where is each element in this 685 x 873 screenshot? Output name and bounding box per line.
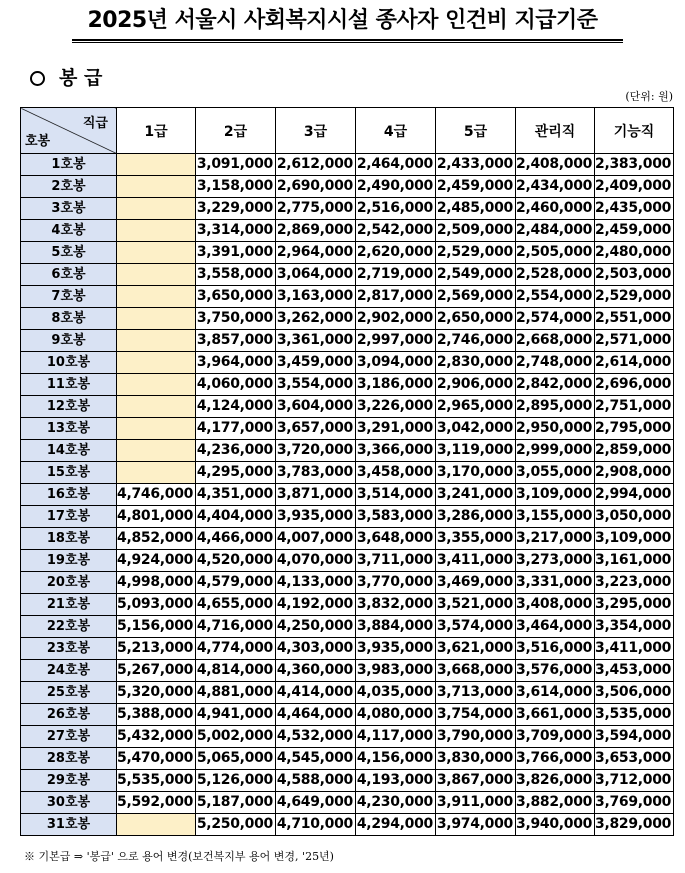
salary-cell: 3,163,000 <box>276 286 356 308</box>
column-header: 관리직 <box>516 108 595 154</box>
table-row <box>21 616 674 638</box>
salary-cell: 3,594,000 <box>595 726 674 748</box>
salary-cell: 5,126,000 <box>196 770 276 792</box>
table-row <box>21 264 674 286</box>
salary-cell: 2,459,000 <box>595 220 674 242</box>
salary-cell: 4,588,000 <box>276 770 356 792</box>
salary-cell: 3,514,000 <box>356 484 436 506</box>
salary-cell: 3,709,000 <box>516 726 595 748</box>
column-header: 1급 <box>117 108 196 154</box>
step-label: 12호봉 <box>21 396 117 418</box>
salary-cell: 3,964,000 <box>196 352 276 374</box>
salary-cell: 2,859,000 <box>595 440 674 462</box>
salary-cell: 3,668,000 <box>436 660 516 682</box>
table-row <box>21 792 674 814</box>
step-label: 26호봉 <box>21 704 117 726</box>
salary-cell: 4,464,000 <box>276 704 356 726</box>
salary-cell: 2,964,000 <box>276 242 356 264</box>
step-label: 22호봉 <box>21 616 117 638</box>
step-label: 5호봉 <box>21 242 117 264</box>
salary-cell: 2,895,000 <box>516 396 595 418</box>
salary-cell: 5,320,000 <box>117 682 196 704</box>
empty-cell <box>117 814 196 836</box>
empty-cell <box>117 418 196 440</box>
step-label: 2호봉 <box>21 176 117 198</box>
salary-cell: 3,411,000 <box>595 638 674 660</box>
empty-cell <box>117 308 196 330</box>
table-row <box>21 594 674 616</box>
salary-cell: 4,007,000 <box>276 528 356 550</box>
salary-cell: 2,529,000 <box>436 242 516 264</box>
salary-cell: 3,871,000 <box>276 484 356 506</box>
step-label: 23호봉 <box>21 638 117 660</box>
salary-cell: 3,750,000 <box>196 308 276 330</box>
step-label: 20호봉 <box>21 572 117 594</box>
salary-cell: 5,250,000 <box>196 814 276 836</box>
salary-cell: 5,592,000 <box>117 792 196 814</box>
salary-cell: 3,366,000 <box>356 440 436 462</box>
salary-cell: 3,983,000 <box>356 660 436 682</box>
salary-cell: 2,842,000 <box>516 374 595 396</box>
salary-cell: 4,404,000 <box>196 506 276 528</box>
empty-cell <box>117 264 196 286</box>
salary-cell: 3,576,000 <box>516 660 595 682</box>
salary-cell: 3,458,000 <box>356 462 436 484</box>
step-axis-label: 호봉 <box>25 134 51 149</box>
salary-cell: 3,940,000 <box>516 814 595 836</box>
salary-cell: 3,558,000 <box>196 264 276 286</box>
empty-cell <box>117 396 196 418</box>
salary-cell: 2,902,000 <box>356 308 436 330</box>
salary-cell: 2,459,000 <box>436 176 516 198</box>
salary-cell: 2,485,000 <box>436 198 516 220</box>
salary-cell: 3,769,000 <box>595 792 674 814</box>
salary-cell: 2,906,000 <box>436 374 516 396</box>
salary-cell: 2,569,000 <box>436 286 516 308</box>
salary-cell: 4,579,000 <box>196 572 276 594</box>
salary-cell: 4,649,000 <box>276 792 356 814</box>
step-label: 1호봉 <box>21 154 117 176</box>
salary-cell: 3,331,000 <box>516 572 595 594</box>
column-header: 5급 <box>436 108 516 154</box>
table-row <box>21 462 674 484</box>
salary-cell: 4,124,000 <box>196 396 276 418</box>
salary-cell: 2,503,000 <box>595 264 674 286</box>
empty-cell <box>117 242 196 264</box>
salary-cell: 3,361,000 <box>276 330 356 352</box>
salary-cell: 3,535,000 <box>595 704 674 726</box>
empty-cell <box>117 198 196 220</box>
salary-cell: 4,294,000 <box>356 814 436 836</box>
salary-cell: 4,710,000 <box>276 814 356 836</box>
empty-cell <box>117 154 196 176</box>
table-row <box>21 352 674 374</box>
salary-cell: 3,391,000 <box>196 242 276 264</box>
salary-cell: 3,713,000 <box>436 682 516 704</box>
page-title: 2025년 서울시 사회복지시설 종사자 인건비 지급기준 <box>87 8 598 33</box>
salary-cell: 3,161,000 <box>595 550 674 572</box>
salary-cell: 3,453,000 <box>595 660 674 682</box>
salary-cell: 4,545,000 <box>276 748 356 770</box>
salary-cell: 4,998,000 <box>117 572 196 594</box>
salary-cell: 5,535,000 <box>117 770 196 792</box>
salary-cell: 4,774,000 <box>196 638 276 660</box>
salary-cell: 2,965,000 <box>436 396 516 418</box>
table-row <box>21 374 674 396</box>
salary-cell: 3,650,000 <box>196 286 276 308</box>
salary-cell: 5,267,000 <box>117 660 196 682</box>
salary-table <box>20 107 674 836</box>
salary-cell: 3,091,000 <box>196 154 276 176</box>
salary-cell: 3,262,000 <box>276 308 356 330</box>
salary-cell: 2,484,000 <box>516 220 595 242</box>
table-row <box>21 440 674 462</box>
salary-cell: 4,801,000 <box>117 506 196 528</box>
salary-cell: 3,653,000 <box>595 748 674 770</box>
salary-cell: 2,542,000 <box>356 220 436 242</box>
salary-cell: 3,355,000 <box>436 528 516 550</box>
salary-cell: 2,554,000 <box>516 286 595 308</box>
salary-cell: 2,435,000 <box>595 198 674 220</box>
salary-cell: 2,571,000 <box>595 330 674 352</box>
salary-cell: 4,060,000 <box>196 374 276 396</box>
salary-cell: 2,434,000 <box>516 176 595 198</box>
salary-cell: 3,554,000 <box>276 374 356 396</box>
salary-cell: 3,516,000 <box>516 638 595 660</box>
table-row <box>21 704 674 726</box>
salary-cell: 2,795,000 <box>595 418 674 440</box>
salary-cell: 2,528,000 <box>516 264 595 286</box>
section-heading <box>30 65 102 91</box>
salary-cell: 2,997,000 <box>356 330 436 352</box>
salary-cell: 3,712,000 <box>595 770 674 792</box>
salary-cell: 3,411,000 <box>436 550 516 572</box>
salary-cell: 2,748,000 <box>516 352 595 374</box>
table-row <box>21 286 674 308</box>
salary-cell: 5,213,000 <box>117 638 196 660</box>
table-row <box>21 242 674 264</box>
salary-cell: 5,156,000 <box>117 616 196 638</box>
empty-cell <box>117 286 196 308</box>
header-row <box>21 108 674 154</box>
step-label: 17호봉 <box>21 506 117 528</box>
empty-cell <box>117 352 196 374</box>
salary-cell: 4,230,000 <box>356 792 436 814</box>
salary-cell: 3,857,000 <box>196 330 276 352</box>
step-label: 19호봉 <box>21 550 117 572</box>
salary-cell: 5,093,000 <box>117 594 196 616</box>
step-label: 30호봉 <box>21 792 117 814</box>
salary-cell: 3,974,000 <box>436 814 516 836</box>
salary-cell: 3,614,000 <box>516 682 595 704</box>
salary-cell: 2,746,000 <box>436 330 516 352</box>
salary-cell: 3,521,000 <box>436 594 516 616</box>
salary-cell: 2,408,000 <box>516 154 595 176</box>
step-label: 18호봉 <box>21 528 117 550</box>
salary-cell: 3,226,000 <box>356 396 436 418</box>
table-row <box>21 220 674 242</box>
step-label: 27호봉 <box>21 726 117 748</box>
step-label: 29호봉 <box>21 770 117 792</box>
salary-cell: 3,720,000 <box>276 440 356 462</box>
salary-cell: 3,241,000 <box>436 484 516 506</box>
salary-cell: 2,551,000 <box>595 308 674 330</box>
salary-cell: 3,657,000 <box>276 418 356 440</box>
salary-cell: 5,187,000 <box>196 792 276 814</box>
salary-cell: 3,648,000 <box>356 528 436 550</box>
salary-cell: 5,432,000 <box>117 726 196 748</box>
salary-cell: 2,999,000 <box>516 440 595 462</box>
table-row <box>21 748 674 770</box>
salary-cell: 3,064,000 <box>276 264 356 286</box>
salary-cell: 3,826,000 <box>516 770 595 792</box>
salary-cell: 3,229,000 <box>196 198 276 220</box>
salary-cell: 4,177,000 <box>196 418 276 440</box>
salary-cell: 3,830,000 <box>436 748 516 770</box>
salary-cell: 2,460,000 <box>516 198 595 220</box>
salary-cell: 4,941,000 <box>196 704 276 726</box>
table-body <box>21 154 674 836</box>
salary-cell: 2,751,000 <box>595 396 674 418</box>
salary-cell: 3,935,000 <box>356 638 436 660</box>
step-label: 8호봉 <box>21 308 117 330</box>
salary-cell: 3,711,000 <box>356 550 436 572</box>
salary-cell: 2,650,000 <box>436 308 516 330</box>
salary-cell: 2,830,000 <box>436 352 516 374</box>
salary-cell: 4,156,000 <box>356 748 436 770</box>
salary-cell: 4,716,000 <box>196 616 276 638</box>
column-header: 기능직 <box>595 108 674 154</box>
salary-cell: 3,459,000 <box>276 352 356 374</box>
column-header: 4급 <box>356 108 436 154</box>
salary-cell: 4,532,000 <box>276 726 356 748</box>
table-row <box>21 396 674 418</box>
salary-cell: 3,286,000 <box>436 506 516 528</box>
step-label: 7호봉 <box>21 286 117 308</box>
salary-cell: 3,911,000 <box>436 792 516 814</box>
salary-cell: 3,621,000 <box>436 638 516 660</box>
salary-cell: 4,250,000 <box>276 616 356 638</box>
empty-cell <box>117 462 196 484</box>
salary-cell: 2,509,000 <box>436 220 516 242</box>
empty-cell <box>117 176 196 198</box>
salary-cell: 3,170,000 <box>436 462 516 484</box>
title-underline <box>72 39 623 43</box>
salary-cell: 2,612,000 <box>276 154 356 176</box>
salary-cell: 3,829,000 <box>595 814 674 836</box>
salary-cell: 3,055,000 <box>516 462 595 484</box>
salary-cell: 3,506,000 <box>595 682 674 704</box>
table-row <box>21 330 674 352</box>
step-label: 10호봉 <box>21 352 117 374</box>
step-label: 6호봉 <box>21 264 117 286</box>
salary-cell: 2,505,000 <box>516 242 595 264</box>
salary-cell: 3,109,000 <box>595 528 674 550</box>
salary-cell: 2,817,000 <box>356 286 436 308</box>
step-label: 13호봉 <box>21 418 117 440</box>
table-row <box>21 308 674 330</box>
table-row <box>21 770 674 792</box>
salary-cell: 4,852,000 <box>117 528 196 550</box>
salary-cell: 3,050,000 <box>595 506 674 528</box>
step-label: 9호봉 <box>21 330 117 352</box>
empty-cell <box>117 440 196 462</box>
salary-cell: 2,574,000 <box>516 308 595 330</box>
step-label: 31호봉 <box>21 814 117 836</box>
salary-cell: 2,950,000 <box>516 418 595 440</box>
salary-cell: 4,924,000 <box>117 550 196 572</box>
salary-cell: 4,814,000 <box>196 660 276 682</box>
salary-cell: 2,690,000 <box>276 176 356 198</box>
salary-cell: 4,070,000 <box>276 550 356 572</box>
salary-cell: 2,775,000 <box>276 198 356 220</box>
salary-cell: 4,117,000 <box>356 726 436 748</box>
table-row <box>21 418 674 440</box>
salary-cell: 2,994,000 <box>595 484 674 506</box>
column-header: 3급 <box>276 108 356 154</box>
salary-cell: 2,480,000 <box>595 242 674 264</box>
salary-cell: 3,832,000 <box>356 594 436 616</box>
salary-cell: 4,236,000 <box>196 440 276 462</box>
table-row <box>21 814 674 836</box>
table-row <box>21 176 674 198</box>
salary-cell: 3,155,000 <box>516 506 595 528</box>
salary-cell: 3,754,000 <box>436 704 516 726</box>
salary-cell: 3,884,000 <box>356 616 436 638</box>
salary-cell: 4,133,000 <box>276 572 356 594</box>
salary-cell: 4,193,000 <box>356 770 436 792</box>
salary-cell: 5,002,000 <box>196 726 276 748</box>
step-label: 16호봉 <box>21 484 117 506</box>
salary-cell: 2,869,000 <box>276 220 356 242</box>
salary-cell: 4,303,000 <box>276 638 356 660</box>
step-label: 28호봉 <box>21 748 117 770</box>
table-row <box>21 726 674 748</box>
salary-cell: 3,314,000 <box>196 220 276 242</box>
salary-cell: 2,433,000 <box>436 154 516 176</box>
section-label: 봉 급 <box>59 67 103 89</box>
empty-cell <box>117 330 196 352</box>
salary-cell: 3,583,000 <box>356 506 436 528</box>
salary-cell: 4,520,000 <box>196 550 276 572</box>
salary-cell: 3,867,000 <box>436 770 516 792</box>
step-label: 4호봉 <box>21 220 117 242</box>
salary-cell: 3,223,000 <box>595 572 674 594</box>
salary-cell: 3,094,000 <box>356 352 436 374</box>
salary-cell: 2,908,000 <box>595 462 674 484</box>
table-row <box>21 660 674 682</box>
empty-cell <box>117 220 196 242</box>
step-label: 3호봉 <box>21 198 117 220</box>
unit-note: (단위: 원) <box>625 90 673 103</box>
step-label: 14호봉 <box>21 440 117 462</box>
salary-cell: 3,354,000 <box>595 616 674 638</box>
table-row <box>21 484 674 506</box>
salary-cell: 4,466,000 <box>196 528 276 550</box>
step-label: 24호봉 <box>21 660 117 682</box>
salary-cell: 3,770,000 <box>356 572 436 594</box>
salary-cell: 3,295,000 <box>595 594 674 616</box>
column-header: 2급 <box>196 108 276 154</box>
salary-cell: 3,042,000 <box>436 418 516 440</box>
salary-cell: 3,109,000 <box>516 484 595 506</box>
salary-cell: 2,696,000 <box>595 374 674 396</box>
footnote: ※ 기본급 ⇒ '봉급' 으로 용어 변경(보건복지부 용어 변경, '25년) <box>24 850 334 863</box>
table-row <box>21 638 674 660</box>
salary-cell: 4,192,000 <box>276 594 356 616</box>
step-label: 11호봉 <box>21 374 117 396</box>
corner-header <box>21 108 117 154</box>
table-row <box>21 572 674 594</box>
salary-cell: 2,383,000 <box>595 154 674 176</box>
salary-cell: 2,409,000 <box>595 176 674 198</box>
salary-cell: 3,273,000 <box>516 550 595 572</box>
salary-cell: 5,388,000 <box>117 704 196 726</box>
table-row <box>21 528 674 550</box>
salary-cell: 2,620,000 <box>356 242 436 264</box>
salary-cell: 3,935,000 <box>276 506 356 528</box>
table-row <box>21 198 674 220</box>
salary-cell: 3,661,000 <box>516 704 595 726</box>
salary-cell: 3,469,000 <box>436 572 516 594</box>
salary-cell: 4,655,000 <box>196 594 276 616</box>
salary-cell: 2,529,000 <box>595 286 674 308</box>
salary-cell: 3,217,000 <box>516 528 595 550</box>
salary-cell: 3,464,000 <box>516 616 595 638</box>
salary-cell: 4,881,000 <box>196 682 276 704</box>
salary-cell: 4,746,000 <box>117 484 196 506</box>
salary-cell: 2,614,000 <box>595 352 674 374</box>
table-row <box>21 506 674 528</box>
salary-cell: 3,604,000 <box>276 396 356 418</box>
salary-cell: 4,080,000 <box>356 704 436 726</box>
salary-cell: 3,783,000 <box>276 462 356 484</box>
table-row <box>21 682 674 704</box>
table-row <box>21 154 674 176</box>
salary-cell: 3,158,000 <box>196 176 276 198</box>
salary-cell: 2,549,000 <box>436 264 516 286</box>
salary-cell: 2,719,000 <box>356 264 436 286</box>
salary-cell: 3,291,000 <box>356 418 436 440</box>
salary-cell: 4,360,000 <box>276 660 356 682</box>
step-label: 21호봉 <box>21 594 117 616</box>
circle-bullet-icon <box>30 71 45 86</box>
salary-cell: 3,790,000 <box>436 726 516 748</box>
grade-axis-label: 직급 <box>82 116 108 131</box>
salary-cell: 4,295,000 <box>196 462 276 484</box>
salary-cell: 2,516,000 <box>356 198 436 220</box>
salary-cell: 5,470,000 <box>117 748 196 770</box>
salary-cell: 4,414,000 <box>276 682 356 704</box>
salary-cell: 3,408,000 <box>516 594 595 616</box>
salary-cell: 5,065,000 <box>196 748 276 770</box>
salary-cell: 3,766,000 <box>516 748 595 770</box>
salary-cell: 2,490,000 <box>356 176 436 198</box>
step-label: 15호봉 <box>21 462 117 484</box>
salary-cell: 3,882,000 <box>516 792 595 814</box>
salary-cell: 2,668,000 <box>516 330 595 352</box>
step-label: 25호봉 <box>21 682 117 704</box>
salary-cell: 4,035,000 <box>356 682 436 704</box>
salary-cell: 2,464,000 <box>356 154 436 176</box>
table-row <box>21 550 674 572</box>
empty-cell <box>117 374 196 396</box>
salary-cell: 3,186,000 <box>356 374 436 396</box>
salary-cell: 4,351,000 <box>196 484 276 506</box>
salary-cell: 3,119,000 <box>436 440 516 462</box>
salary-cell: 3,574,000 <box>436 616 516 638</box>
